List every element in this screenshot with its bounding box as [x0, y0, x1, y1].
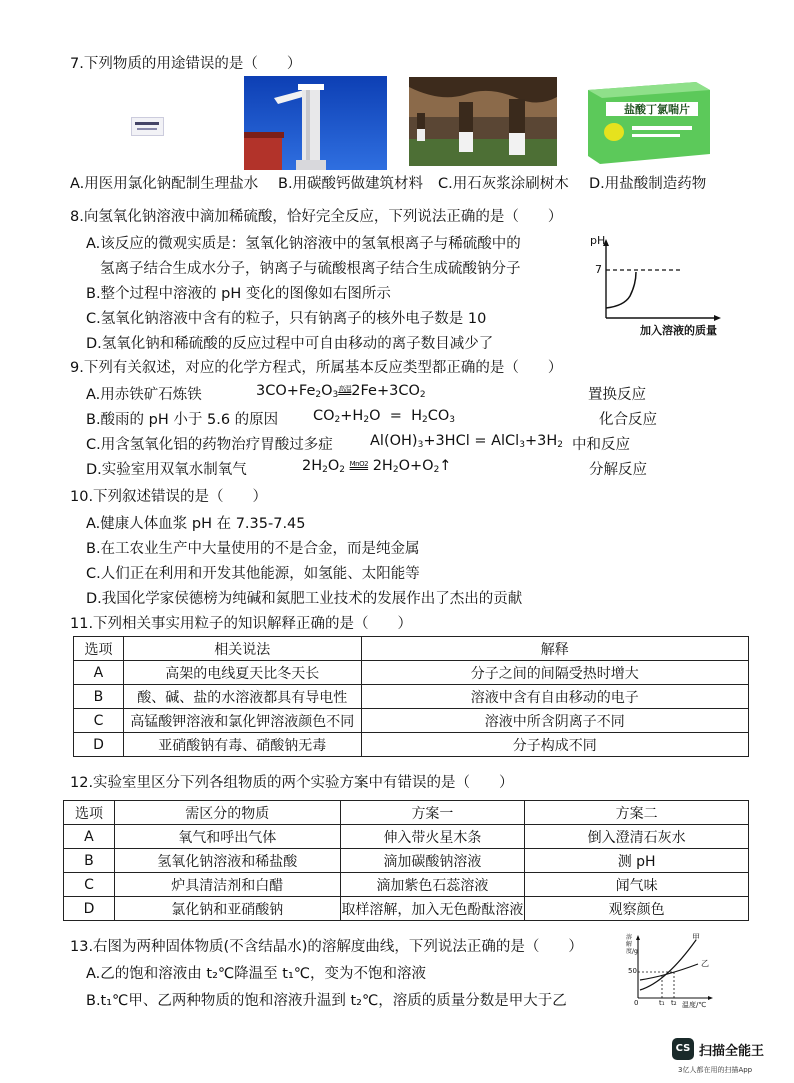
table-cell: 亚硝酸钠有毒、硝酸钠无毒 — [123, 733, 361, 757]
q10-option-b: B.在工农业生产中大量使用的不是合金，而是纯金属 — [86, 541, 420, 557]
q7-option-a: A.用医用氯化钠配制生理盐水 — [70, 176, 259, 192]
q10-stem: 10.下列叙述错误的是（ ） — [70, 489, 268, 505]
solubility-graph — [626, 932, 718, 1012]
q9-equation-a: $3CO+Fe_2O_3^{高温}2Fe+3CO_2$ — [256, 383, 426, 400]
table-cell: 测 pH — [525, 849, 749, 873]
q8-option-a-cont: 氢离子结合生成水分子，钠离子与硫酸根离子结合生成硫酸钠分子 — [100, 261, 521, 277]
table-row — [64, 849, 749, 873]
whitewashed-trees-image — [409, 77, 557, 166]
table-cell: 高锰酸钾溶液和氯化钾溶液颜色不同 — [123, 709, 361, 733]
medicine-box-image — [584, 80, 713, 166]
q10-option-a: A.健康人体血浆 pH 在 7.35-7.45 — [86, 516, 306, 532]
q10-option-c: C.人们正在利用和开发其他能源，如氢能、太阳能等 — [86, 566, 420, 582]
table-cell: 取样溶解，加入无色酚酞溶液 — [340, 897, 525, 921]
q13-option-b: B.t₁℃甲、乙两种物质的饱和溶液升温到 t₂℃，溶质的质量分数是甲大于乙 — [86, 993, 567, 1009]
table-cell: C — [74, 709, 124, 733]
table-cell: B — [64, 849, 115, 873]
q9-option-a: A.用赤铁矿石炼铁 — [86, 387, 202, 403]
q9-equation-d: $2H_2O_2$ $^{MnO2}$ $2H_2O+O_2↑$ — [302, 458, 452, 475]
q7-option-c: C.用石灰浆涂刷树木 — [438, 176, 569, 192]
q9-type-c: 中和反应 — [572, 437, 630, 453]
q9-condition-heat: 高温 — [338, 385, 352, 393]
curve-yi-label: 乙 — [701, 959, 709, 968]
solubility-axis-label: 溶解度/g — [626, 934, 638, 955]
table-cell: 伸入带火星木条 — [340, 825, 525, 849]
table-cell: 滴加紫色石蕊溶液 — [340, 873, 525, 897]
q9-type-b: 化合反应 — [599, 412, 657, 428]
q7-option-d: D.用盐酸制造药物 — [589, 176, 707, 192]
medicine-box-label: 盐酸丁氯喘片 — [624, 103, 690, 116]
table-cell: 氯化钠和亚硝酸钠 — [114, 897, 340, 921]
table-row — [74, 733, 749, 757]
table-header-cell: 选项 — [64, 801, 115, 825]
q13-option-a: A.乙的饱和溶液由 t₂℃降温至 t₁℃，变为不饱和溶液 — [86, 966, 427, 982]
ph-graph — [590, 236, 740, 340]
table-cell: 闻气味 — [525, 873, 749, 897]
table-cell: C — [64, 873, 115, 897]
q8-option-d: D.氢氧化钠和稀硫酸的反应过程中可自由移动的离子数目减少了 — [86, 336, 494, 352]
table-cell: 分子构成不同 — [361, 733, 748, 757]
table-header-cell: 相关说法 — [123, 637, 361, 661]
q7-option-b: B.用碳酸钙做建筑材料 — [278, 176, 424, 192]
ph-axis-label: pH — [590, 234, 606, 247]
q9-type-a: 置换反应 — [588, 387, 646, 403]
q12-table — [63, 800, 749, 921]
table-header-cell: 解释 — [361, 637, 748, 661]
table-row — [74, 661, 749, 685]
table-cell: 酸、碱、盐的水溶液都具有导电性 — [123, 685, 361, 709]
q9-equation-c: $Al(OH)_3+3HCl$ = $AlCl_3+3H_2$ — [370, 433, 563, 450]
table-cell: 溶液中所含阴离子不同 — [361, 709, 748, 733]
table-row — [74, 709, 749, 733]
q9-equation-b: $CO_2+H_2O = H_2CO_3$ — [313, 408, 455, 425]
q13-stem: 13.右图为两种固体物质(不含结晶水)的溶解度曲线，下列说法正确的是（ ） — [70, 939, 583, 955]
ph-ref-label: 7 — [595, 263, 602, 276]
watermark-title: 扫描全能王 — [699, 1044, 765, 1059]
q12-stem: 12.实验室里区分下列各组物质的两个实验方案中有错误的是（ ） — [70, 775, 514, 791]
saline-image — [131, 117, 164, 136]
q9-type-d: 分解反应 — [589, 462, 647, 478]
q11-stem: 11.下列相关事实用粒子的知识解释正确的是（ ） — [70, 616, 413, 632]
watermark-subtitle: 3亿人都在用的扫描App — [678, 1066, 753, 1074]
table-cell: 倒入澄清石灰水 — [525, 825, 749, 849]
temp-tick-t2: t₂ — [671, 999, 677, 1007]
curve-jia-label: 甲 — [692, 933, 700, 942]
table-cell: 高架的电线夏天比冬天长 — [123, 661, 361, 685]
table-cell: 溶液中含有自由移动的电子 — [361, 685, 748, 709]
q8-option-a: A.该反应的微观实质是：氢氧化钠溶液中的氢氧根离子与稀硫酸中的 — [86, 236, 521, 252]
table-header-cell: 方案一 — [340, 801, 525, 825]
solubility-tick-50: 50 — [628, 967, 637, 975]
table-cell: 分子之间的间隔受热时增大 — [361, 661, 748, 685]
table-row — [64, 897, 749, 921]
table-header-cell: 需区分的物质 — [114, 801, 340, 825]
q9-option-c: C.用含氢氧化铝的药物治疗胃酸过多症 — [86, 437, 333, 453]
table-row — [74, 685, 749, 709]
table-cell: 炉具清洁剂和白醋 — [114, 873, 340, 897]
scanner-watermark — [672, 1038, 784, 1078]
temp-axis-label: 温度/℃ — [682, 1001, 707, 1009]
table-header-row — [74, 637, 749, 661]
table-cell: 观察颜色 — [525, 897, 749, 921]
q9-option-d: D.实验室用双氧水制氧气 — [86, 462, 247, 478]
table-cell: 氢氧化钠溶液和稀盐酸 — [114, 849, 340, 873]
table-cell: D — [64, 897, 115, 921]
table-cell: 氧气和呼出气体 — [114, 825, 340, 849]
q9-stem: 9.下列有关叙述，对应的化学方程式，所属基本反应类型都正确的是（ ） — [70, 360, 563, 376]
q8-option-b: B.整个过程中溶液的 pH 变化的图像如右图所示 — [86, 286, 391, 302]
table-row — [64, 873, 749, 897]
table-row — [64, 825, 749, 849]
table-cell: B — [74, 685, 124, 709]
marble-column-image — [244, 76, 387, 170]
temp-tick-t1: t₁ — [659, 999, 665, 1007]
q11-table — [73, 636, 749, 757]
q9-condition-catalyst: MnO2 — [349, 460, 369, 468]
mass-axis-label: 加入溶液的质量 — [640, 324, 717, 337]
table-cell: D — [74, 733, 124, 757]
table-cell: 滴加碳酸钠溶液 — [340, 849, 525, 873]
table-header-row — [64, 801, 749, 825]
table-cell: A — [64, 825, 115, 849]
q7-stem: 7.下列物质的用途错误的是（ ） — [70, 56, 302, 72]
q8-stem: 8.向氢氧化钠溶液中滴加稀硫酸，恰好完全反应，下列说法正确的是（ ） — [70, 209, 563, 225]
table-header-cell: 选项 — [74, 637, 124, 661]
cs-logo: CS — [672, 1038, 694, 1060]
q9-option-b: B.酸雨的 pH 小于 5.6 的原因 — [86, 412, 279, 428]
table-header-cell: 方案二 — [525, 801, 749, 825]
q10-option-d: D.我国化学家侯德榜为纯碱和氮肥工业技术的发展作出了杰出的贡献 — [86, 591, 523, 607]
q8-option-c: C.氢氧化钠溶液中含有的粒子，只有钠离子的核外电子数是 10 — [86, 311, 487, 327]
temp-tick-0: 0 — [634, 999, 639, 1007]
table-cell: A — [74, 661, 124, 685]
